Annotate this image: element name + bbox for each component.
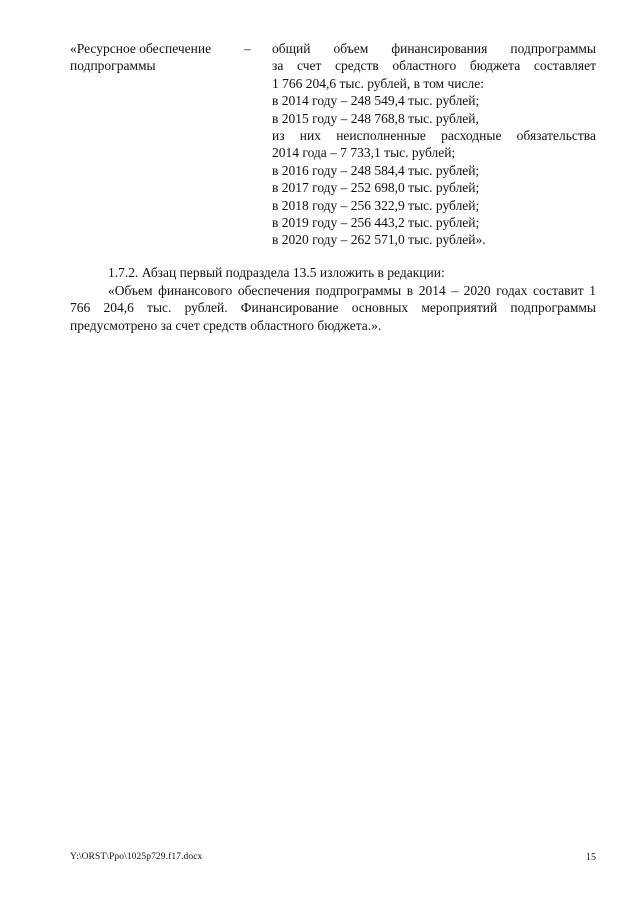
amendment-paragraph: 1.7.2. Абзац первый подраздела 13.5 изложить в редакции: [108, 265, 445, 280]
funding-line: 2014 года – 7 733,1 тыс. рублей; [272, 145, 456, 161]
dash-separator: – [244, 41, 251, 56]
funding-line: в 2014 году – 248 549,4 тыс. рублей; [272, 93, 480, 109]
quoted-paragraph: «Объем финансового обеспечения подпрограммы в 2014 – 2020 годах составит 1 766 204,6 тыс. рублей. Финансирование основных мероприятий подпрограммы предусмотрено за счет средств областного бюджета.». [70, 283, 596, 333]
funding-details [272, 40, 596, 249]
funding-line: в 2019 году – 256 443,2 тыс. рублей; [272, 215, 480, 231]
funding-line: общий объем финансирования подпрограммы [272, 41, 596, 56]
page-number: 15 [586, 852, 596, 863]
funding-line: в 2018 году – 256 322,9 тыс. рублей; [272, 197, 480, 213]
footer-file-path: Y:\ORST\Ppo\1025p729.f17.docx [70, 852, 203, 862]
funding-line: в 2016 году – 248 584,4 тыс. рублей; [272, 162, 480, 178]
resource-label: «Ресурсное обеспечение подпрограммы [70, 41, 212, 73]
funding-line: из них неисполненные расходные обязательства [272, 128, 596, 144]
funding-line: в 2017 году – 252 698,0 тыс. рублей; [272, 180, 480, 196]
funding-line: за счет средств областного бюджета составляет [272, 58, 596, 74]
funding-line: в 2015 году – 248 768,8 тыс. рублей, [272, 110, 479, 126]
funding-line: 1 766 204,6 тыс. рублей, в том числе: [272, 75, 484, 91]
funding-line: в 2020 году – 262 571,0 тыс. рублей». [272, 232, 486, 248]
